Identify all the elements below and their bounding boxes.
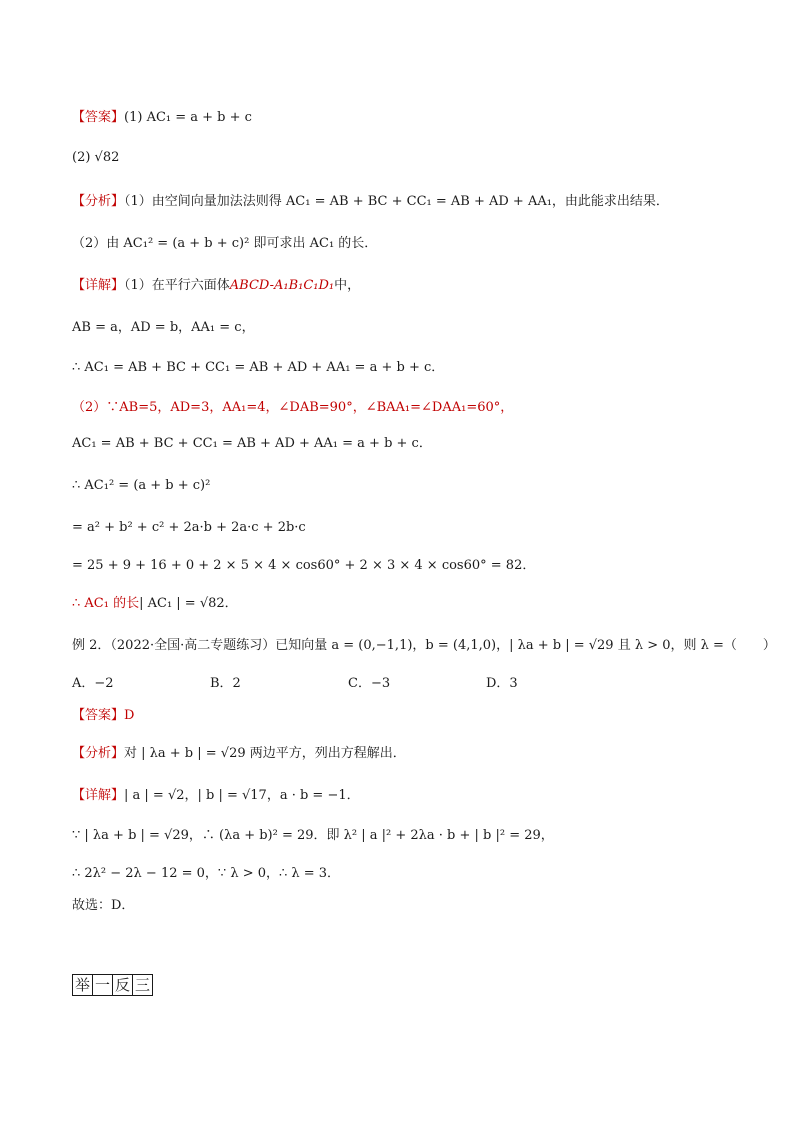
ex1-detail-2: AB = a，AD = b，AA₁ = c， bbox=[72, 320, 255, 335]
ex1-detail-3: ∴ AC₁ = AB + BC + CC₁ = AB + AD + AA₁ = a + b + c． bbox=[72, 360, 445, 375]
answer-tag: 【答案】 bbox=[72, 110, 125, 125]
ex1-detail-4: （2）∵AB=5，AD=3，AA₁=4，∠DAB=90°，∠BAA₁=∠DAA₁=60°， bbox=[72, 400, 514, 415]
section-char: 三 bbox=[132, 974, 153, 996]
ex1-answer-2: (2) √82 bbox=[72, 150, 120, 165]
ex2-answer-line bbox=[72, 706, 134, 726]
ex2-analysis: 对 | λa + b | = √29 两边平方，列出方程解出． bbox=[124, 746, 406, 761]
ex2-detail-2: ∵ | λa + b | = √29，∴ (λa + b)² = 29．即 λ² | a |² + 2λa · b + | b |² = 29， bbox=[72, 828, 554, 843]
ex1-analysis-1: （1）由空间向量加法法则得 AC₁ = AB + BC + CC₁ = AB + AD + AA₁，由此能求出结果． bbox=[124, 194, 669, 209]
ex1-detail-8: = 25 + 9 + 16 + 0 + 2 × 5 × 4 × cos60° + 2 × 3 × 4 × cos60° = 82． bbox=[72, 558, 536, 573]
ex1-analysis-line bbox=[72, 192, 669, 212]
ex2-detail-3: ∴ 2λ² − 2λ − 12 = 0，∵ λ > 0，∴ λ = 3． bbox=[72, 866, 341, 881]
analysis-tag: 【分析】 bbox=[72, 194, 125, 209]
ex1-detail-6: ∴ AC₁² = (a + b + c)² bbox=[72, 478, 211, 493]
ex1-detail-line bbox=[72, 276, 360, 296]
ex2-conclusion: 故选：D． bbox=[72, 898, 135, 913]
ex1-detail-9-red: ∴ AC₁ 的长 bbox=[72, 596, 140, 611]
ex1-detail-mid: 中， bbox=[334, 278, 361, 293]
section-char: 一 bbox=[92, 974, 113, 996]
answer-tag: 【答案】 bbox=[72, 708, 125, 723]
section-heading bbox=[72, 974, 152, 997]
ex1-detail-9 bbox=[72, 594, 238, 614]
ex1-detail-5: AC₁ = AB + BC + CC₁ = AB + AD + AA₁ = a + b + c． bbox=[72, 436, 432, 451]
ex2-option-c: C．−3 bbox=[348, 676, 391, 691]
ex1-detail-9-rest: | AC₁ | = √82． bbox=[139, 596, 238, 611]
ex2-answer: D bbox=[124, 708, 135, 723]
ex2-option-a: A．−2 bbox=[72, 676, 114, 691]
ex2-analysis-line bbox=[72, 744, 406, 764]
ex1-answer-line bbox=[72, 108, 252, 128]
section-char: 举 bbox=[72, 974, 93, 996]
ex2-option-b: B．2 bbox=[210, 676, 241, 691]
ex2-detail-line bbox=[72, 786, 360, 806]
detail-tag: 【详解】 bbox=[72, 788, 125, 803]
section-char: 反 bbox=[112, 974, 133, 996]
ex1-detail-7: = a² + b² + c² + 2a·b + 2a·c + 2b·c bbox=[72, 520, 306, 535]
ex2-detail-1: | a | = √2，| b | = √17，a · b = −1． bbox=[124, 788, 360, 803]
ex1-analysis-2: （2）由 AC₁² = (a + b + c)² 即可求出 AC₁ 的长． bbox=[72, 236, 378, 251]
detail-tag: 【详解】 bbox=[72, 278, 125, 293]
ex2-question: 例 2．（2022·全国·高二专题练习）已知向量 a = (0,−1,1)，b = (4,1,0)，| λa + b | = √29 且 λ > 0，则 λ =（ ） bbox=[72, 638, 776, 653]
ex1-detail-intro: （1）在平行六面体 bbox=[124, 278, 230, 293]
analysis-tag: 【分析】 bbox=[72, 746, 125, 761]
ex1-solid-name: ABCD-A₁B₁C₁D₁ bbox=[229, 278, 335, 293]
ex2-option-d: D．3 bbox=[486, 676, 518, 691]
ex1-answer-1: (1) AC₁ = a + b + c bbox=[124, 110, 252, 125]
